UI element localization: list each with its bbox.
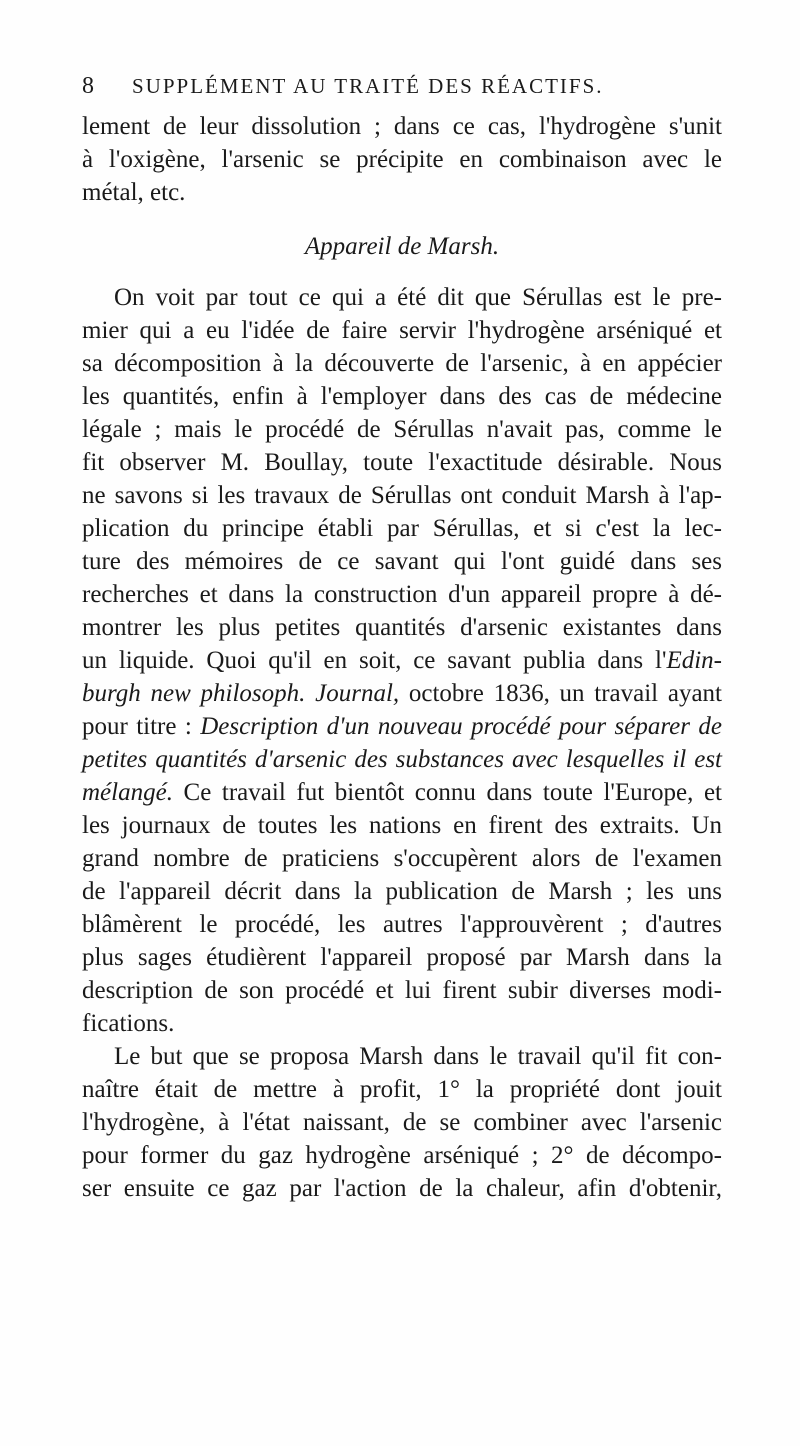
text-line: métal, etc.: [82, 179, 186, 206]
text-line: les journaux de toutes les nations en firent des extraits. Un: [82, 812, 722, 839]
text-line: [82, 776, 722, 809]
text-line: lement de leur dissolution ; dans ce cas, l'hydrogène s'unit: [82, 113, 722, 140]
text-line: plication du principe établi par Sérullas, et si c'est la lec-: [82, 515, 722, 542]
work-title-fragment: mélangé.: [82, 779, 173, 806]
text-line: l'hydrogène, à l'état naissant, de se combiner avec l'arsenic: [82, 1109, 722, 1136]
section-heading: Appareil de Marsh.: [304, 233, 500, 260]
paragraph: [82, 1040, 722, 1205]
text-line: [82, 710, 722, 743]
text-line: mier qui a eu l'idée de faire servir l'hydrogène arséniqué et: [82, 317, 722, 344]
text-line: Le but que se proposa Marsh dans le travail qu'il fit con-: [114, 1043, 722, 1070]
text-line: fications.: [82, 1010, 175, 1037]
text-run: Ce travail fut bientôt connu dans toute l'Europe, et: [172, 779, 722, 806]
text-line: les quantités, enfin à l'employer dans des cas de médecine: [82, 383, 722, 410]
text-line: recherches et dans la construction d'un appareil propre à dé-: [82, 581, 722, 608]
text-line: naître était de mettre à profit, 1° la propriété dont jouit: [82, 1076, 722, 1103]
text-line: grand nombre de praticiens s'occupèrent alors de l'examen: [82, 845, 722, 872]
text-line: à l'oxigène, l'arsenic se précipite en combinaison avec le: [82, 146, 722, 173]
journal-title-fragment: Edin-: [666, 647, 722, 674]
page-number: 8: [82, 73, 96, 99]
text-line: montrer les plus petites quantités d'arsenic existantes dans: [82, 614, 722, 641]
text-line: fit observer M. Boullay, toute l'exactitude désirable. Nous: [82, 449, 722, 476]
text-line: sa décomposition à la découverte de l'arsenic, à en appécier: [82, 350, 722, 377]
running-header: [82, 72, 682, 100]
text-line: [82, 677, 722, 710]
running-title: SUPPLÉMENT AU TRAITÉ DES RÉACTIFS.: [132, 74, 604, 98]
text-run: un liquide. Quoi qu'il en soit, ce savant publia dans l': [82, 647, 667, 674]
text-run: octobre 1836, un travail ayant: [399, 680, 722, 707]
paragraph: [82, 110, 722, 209]
text-line: ture des mémoires de ce savant qui l'ont guidé dans ses: [82, 548, 722, 575]
text-line: [82, 743, 722, 776]
text-line: de l'appareil décrit dans la publication de Marsh ; les uns: [82, 878, 722, 905]
work-title-fragment: petites quantités d'arsenic des substances avec lesquelles il est: [82, 746, 722, 773]
text-run: pour titre :: [82, 713, 201, 740]
paragraph: [82, 281, 722, 1040]
text-line: On voit par tout ce qui a été dit que Sérullas est le pre-: [114, 284, 722, 311]
text-line: légale ; mais le procédé de Sérullas n'avait pas, comme le: [82, 416, 722, 443]
text-line: ne savons si les travaux de Sérullas ont conduit Marsh à l'ap-: [82, 482, 722, 509]
text-line: description de son procédé et lui firent subir diverses modi-: [82, 977, 722, 1004]
text-line: [82, 644, 722, 677]
journal-title-fragment: burgh new philosoph. Journal,: [82, 680, 400, 707]
text-line: blâmèrent le procédé, les autres l'approuvèrent ; d'autres: [82, 911, 722, 938]
work-title-fragment: Description d'un nouveau procédé pour séparer de: [200, 713, 722, 740]
text-line: ser ensuite ce gaz par l'action de la chaleur, afin d'obtenir,: [82, 1175, 722, 1202]
text-line: pour former du gaz hydrogène arséniqué ; 2° de décompo-: [82, 1142, 722, 1169]
text-line: plus sages étudièrent l'appareil proposé par Marsh dans la: [82, 944, 722, 971]
page-body: [82, 110, 722, 1205]
